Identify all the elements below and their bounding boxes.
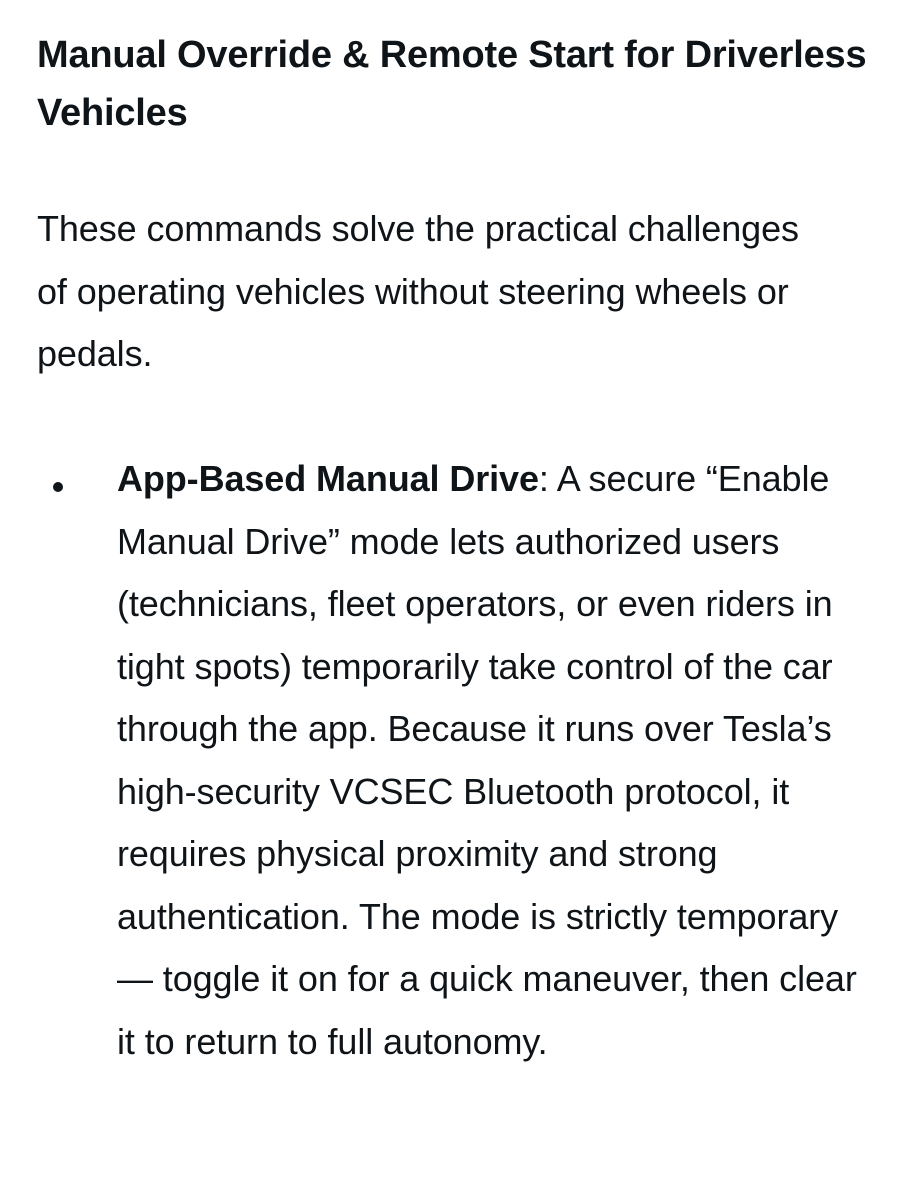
intro-paragraph: These commands solve the practical challenges of operating vehicles without steering wheels or pedals.	[37, 208, 799, 374]
bullet-title: App-Based Manual Drive	[117, 458, 539, 499]
bullet-separator: :	[538, 458, 557, 499]
bullet-text	[117, 448, 872, 1073]
section-heading: Manual Override & Remote Start for Driverless Vehicles	[37, 34, 867, 134]
bullet-body: A secure “Enable Manual Drive” mode lets authorized users (technicians, fleet operators, or even riders in tight spots) temporarily take control of the car through the app. Because it runs over Tesla’s high-security VCSEC Bluetooth protocol, it requires physical proximity and strong authentication. The mode is strictly temporary — toggle it on for a quick maneuver, then clear it to return to full autonomy.	[117, 458, 857, 1062]
bullet-point-icon	[53, 482, 63, 492]
